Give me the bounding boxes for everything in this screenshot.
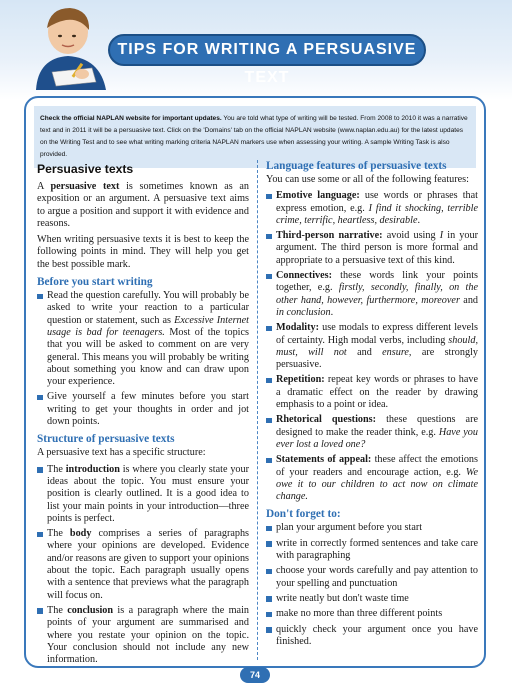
list-item: Statements of appeal: these affect the emotions of your readers and encourage action, e.g. We owe it to our children to act now on climate change. [266,454,478,503]
bullet-square-icon [37,532,43,538]
language-features-heading: Language features of persuasive texts [266,160,447,172]
column-divider [257,160,258,660]
notice-bold: Check the official NAPLAN website for important updates. [40,115,222,122]
list-item: write neatly but don't waste time [266,593,478,605]
list-item: Third-person narrative: avoid using I in your argument. The third person is more formal and appropriate to a persuasive text of this kind. [266,230,478,267]
list-item: Give yourself a few minutes before you start writing to get your thoughts in order and jot down points. [37,391,249,428]
persuasive-texts-heading: Persuasive texts [37,162,134,176]
bullet-square-icon [266,541,272,547]
left-column [37,156,249,668]
bullet-square-icon [266,194,272,200]
list-item: write in correctly formed sentences and take care with paragraphing [266,538,478,563]
dont-forget-heading: Don't forget to: [266,508,341,521]
student-writing-illustration [22,2,118,90]
intro-paragraph-2: When writing persuasive texts it is best to keep the following points in mind. They will help you get the best possible mark. [37,234,249,270]
notice-text: You are told what type of writing will be tested. From 2008 to 2010 it was a narrative text and in 2011 it will be a persuasive text. Click on the 'Domains' tab on the official NAPLAN website (www.naplan.edu.au) for the latest updates on the Writing Test and to see what writing marking criteria NAPLAN markers use when assessing your writing. A sample Writing Task is also provided. [40,115,468,158]
page-number: 74 [240,667,270,683]
bullet-square-icon [266,418,272,424]
list-item: Connectives: these words link your points together, e.g. firstly, secondly, finally, on the other hand, however, furthermore, moreover and in conclusion. [266,270,478,319]
list-item: Rhetorical questions: these questions are designed to make the reader think, e.g. Have you ever lost a loved one? [266,414,478,451]
bullet-square-icon [266,627,272,633]
list-item: quickly check your argument once you have finished. [266,624,478,649]
bullet-square-icon [266,378,272,384]
bullet-square-icon [37,467,43,473]
list-item: Emotive language: use words or phrases that express emotion, e.g. I find it shocking, terrible crime, terrific, heartless, desirable. [266,190,478,227]
bullet-square-icon [266,596,272,602]
bullet-square-icon [266,234,272,240]
page-title: TIPS FOR WRITING A PERSUASIVE TEXT [117,41,417,86]
list-item: The introduction is where you clearly state your ideas about the topic. You must ensure your position is clearly outlined. It is a good idea to list your main points in your introduction—three points is perfect. [37,464,249,525]
content-panel [24,96,486,668]
before-writing-heading: Before you start writing [37,276,153,289]
bullet-square-icon [266,458,272,464]
bullet-square-icon [37,608,43,614]
structure-intro: A persuasive text has a specific structure: [37,447,206,459]
bullet-square-icon [37,395,43,401]
language-intro: You can use some or all of the following features: [266,174,469,185]
list-item: plan your argument before you start [266,522,478,534]
bullet-square-icon [266,274,272,280]
right-column [266,156,478,651]
list-item: Repetition: repeat key words or phrases to have a dramatic effect on the reader by drawing emphasis to a point or idea. [266,374,478,411]
list-item: Read the question carefully. You will probably be asked to write your reaction to a particular question or statement, such as Excessive Internet usage is bad for teenagers. Most of the topics that you will be asked to comment on are very general. This means you will probably be writing about something you know and can draw upon your experience. [37,290,249,388]
list-item: The conclusion is a paragraph where the main points of your argument are summarised and where you restate your opinion on the topic. Your conclusion should not include any new information. [37,605,249,666]
page-title-banner [108,34,426,86]
two-columns [26,156,486,668]
bullet-square-icon [266,326,272,332]
bullet-square-icon [266,569,272,575]
bullet-square-icon [266,612,272,618]
list-item: The body comprises a series of paragraphs where your opinions are developed. Evidence and/or reasons are given to support your opinions about the topic. Each paragraph usually opens with a sentence that previews what the paragraph will focus on. [37,528,249,602]
list-item: choose your words carefully and pay attention to your spelling and punctuation [266,565,478,590]
bullet-square-icon [37,294,43,300]
list-item: Modality: use modals to express different levels of certainty. High modal verbs, including should, must, will not and ensure, are strongly persuasive. [266,322,478,371]
bullet-square-icon [266,526,272,532]
intro-paragraph-1: A persuasive text is sometimes known as an exposition or an argument. A persuasive text aims to argue a position and support it with evidence and reasons. [37,181,249,229]
list-item: make no more than three different points [266,608,478,620]
structure-heading: Structure of persuasive texts [37,433,175,446]
